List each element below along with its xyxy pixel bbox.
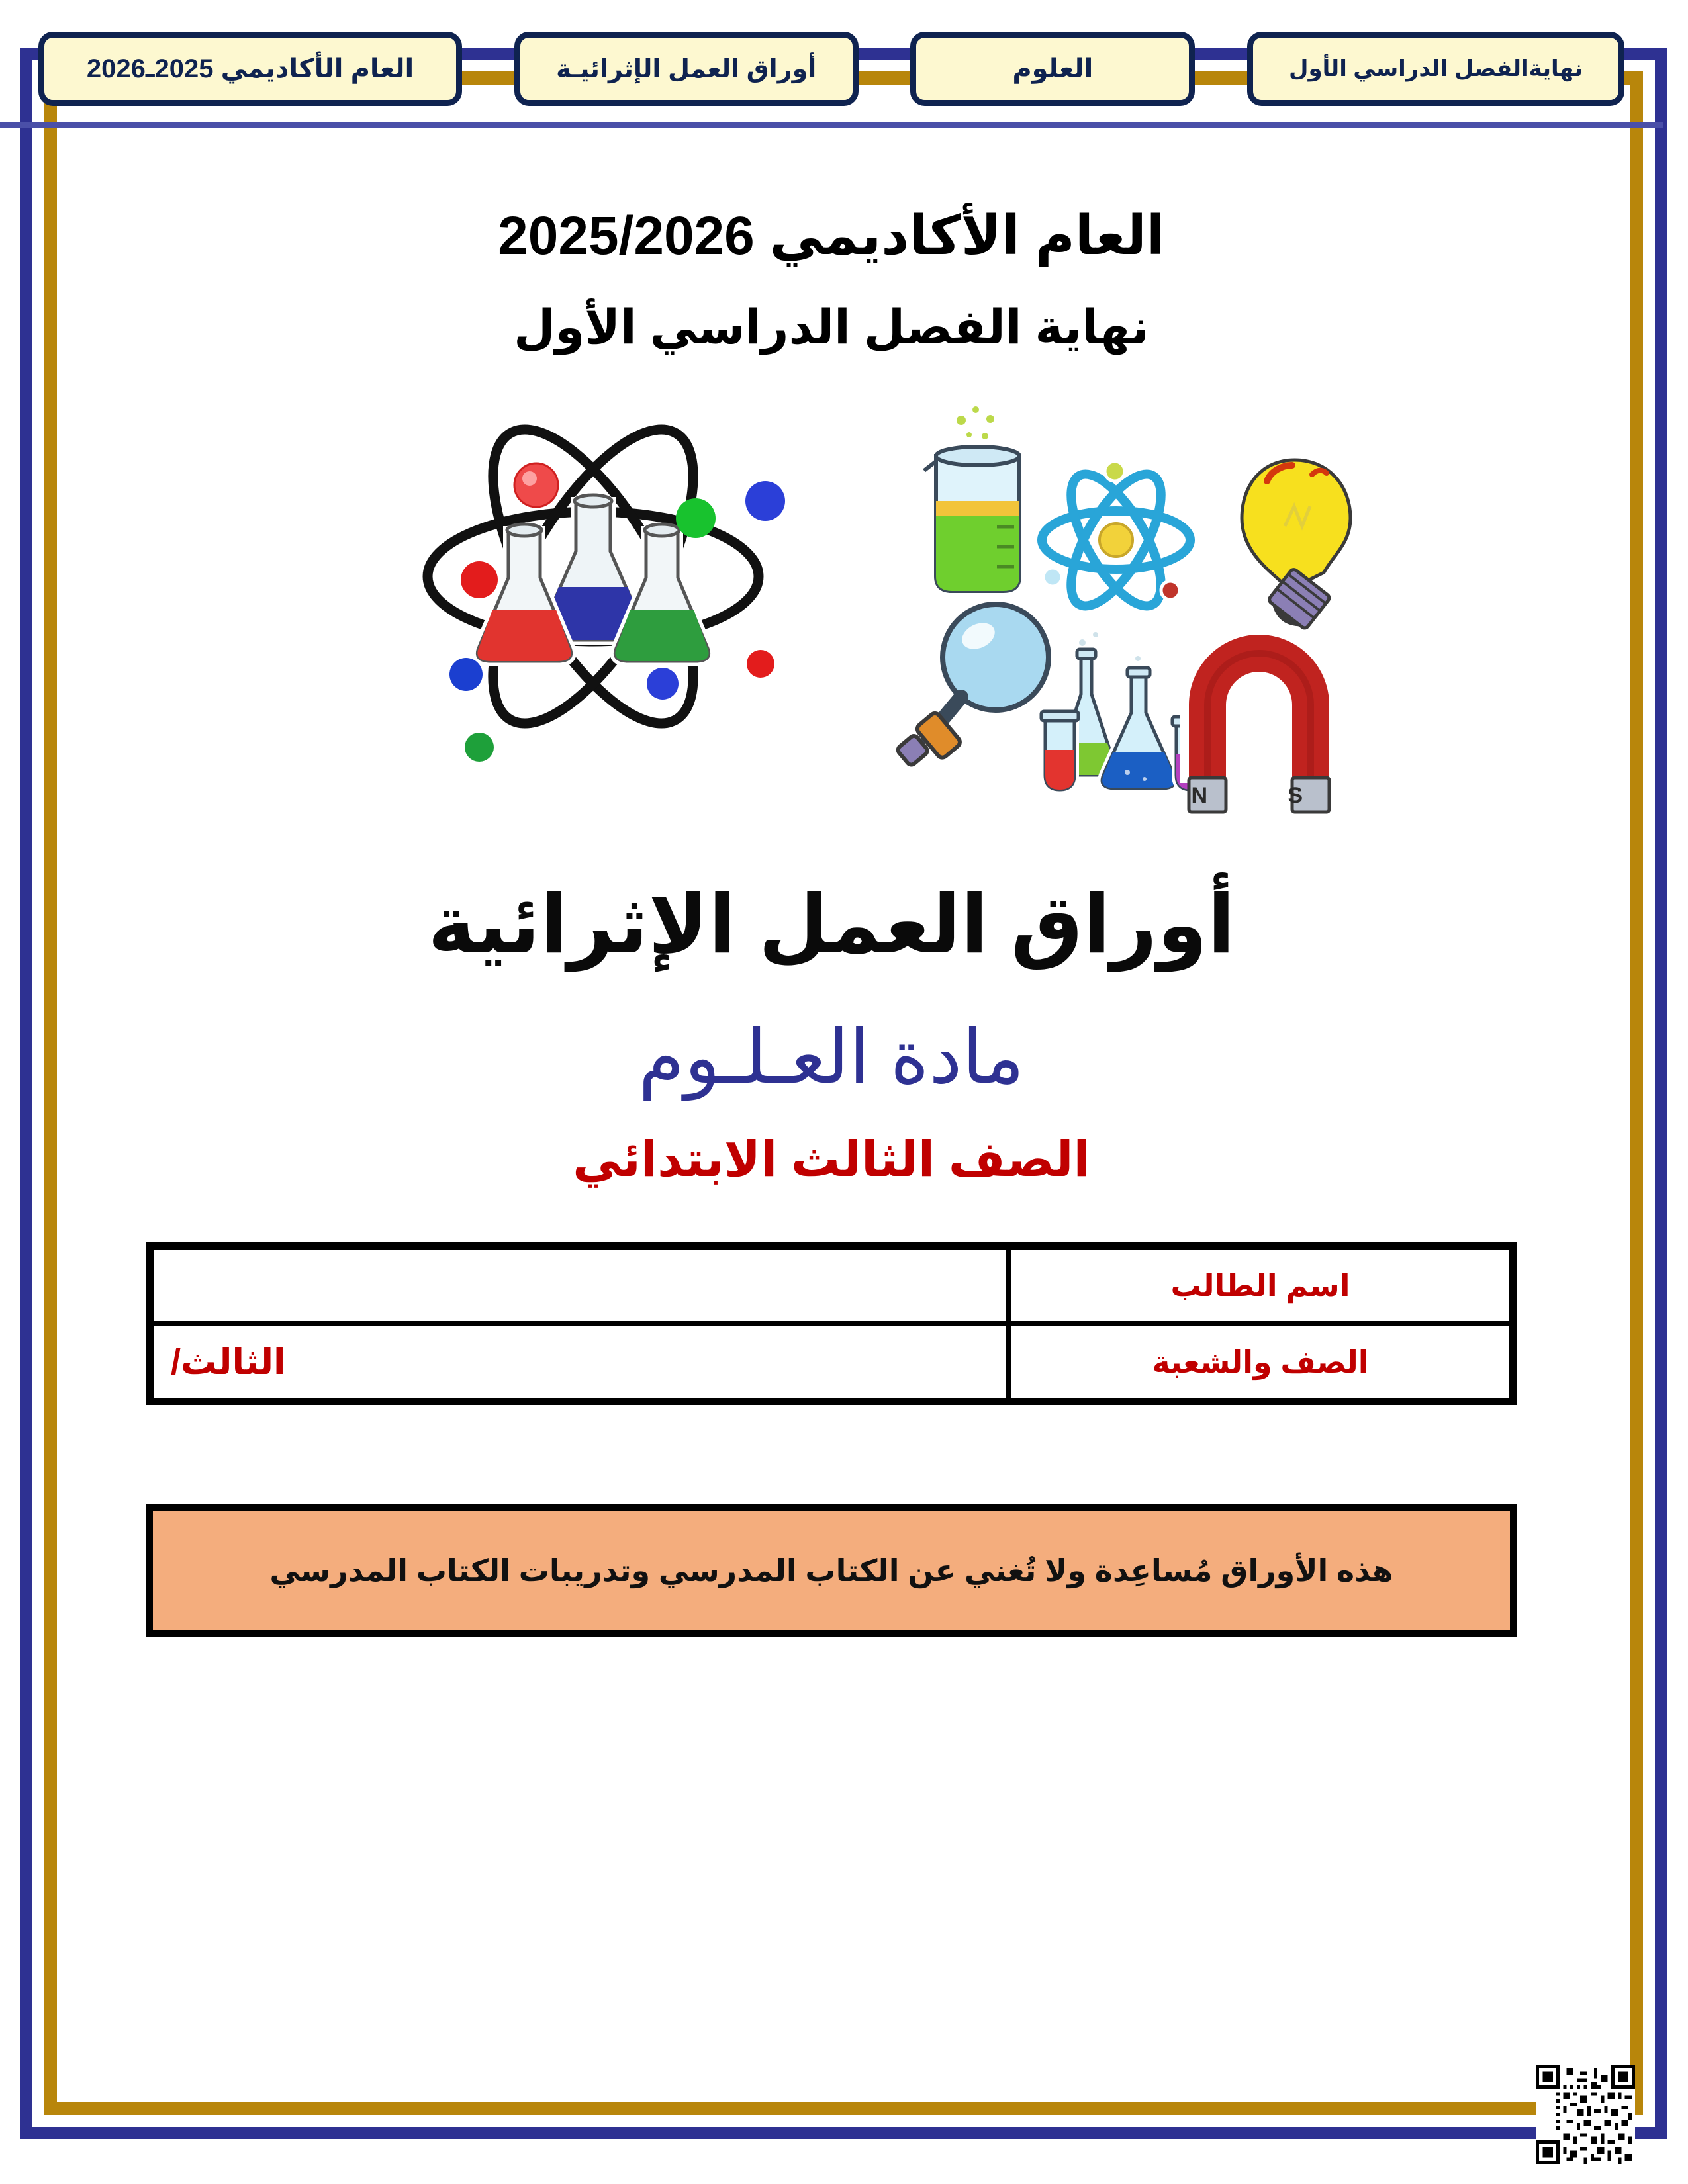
magnifying-glass-icon — [896, 600, 1053, 766]
student-name-label: اسم الطالب — [1009, 1247, 1512, 1324]
atom-with-flasks-illustration — [395, 378, 792, 775]
term-title: نهاية الفصل الدراسي الأول — [514, 301, 1149, 355]
main-heading-worksheets: أوراق العمل الإثرائية — [428, 880, 1235, 970]
class-section-field[interactable]: الثالث/ — [151, 1324, 1009, 1400]
header-tab-subject[interactable]: العلوم — [910, 32, 1195, 106]
student-info-table — [146, 1242, 1517, 1405]
academic-year-title: العام الأكاديمي 2025/2026 — [498, 206, 1165, 266]
cover-content — [50, 132, 1613, 2078]
header-tab-strip — [24, 24, 1639, 114]
qr-code[interactable] — [1536, 2065, 1635, 2164]
svg-text:S: S — [1288, 783, 1303, 809]
disclaimer-note-box — [146, 1504, 1517, 1637]
illustration-band — [50, 371, 1613, 808]
table-row — [151, 1324, 1512, 1400]
disclaimer-note-text: هذه الأوراق مُساعِدة ولا تُغني عن الكتاب المدرسي وتدريبات الكتاب المدرسي — [269, 1553, 1393, 1588]
lightbulb-icon — [1239, 457, 1353, 635]
main-heading-subject: مادة العـلـوم — [638, 1016, 1025, 1099]
header-tab-term[interactable]: نهايةالفصل الدراسي الأول — [1247, 32, 1624, 106]
table-row — [151, 1247, 1512, 1324]
class-section-label: الصف والشعبة — [1009, 1324, 1512, 1400]
header-tab-academic-year[interactable]: العام الأكاديمي 2025ـ2026 — [38, 32, 462, 106]
atom-icon — [1042, 461, 1190, 619]
svg-text:N: N — [1191, 783, 1207, 809]
horseshoe-magnet-icon — [1189, 653, 1329, 812]
science-clipart-collage — [898, 378, 1361, 809]
main-heading-grade: الصف الثالث الابتدائي — [573, 1132, 1090, 1187]
beaker-icon — [924, 406, 1019, 591]
student-name-field[interactable] — [151, 1247, 1009, 1324]
header-tab-worksheets[interactable]: أوراق العمل الإثرائيـة — [514, 32, 859, 106]
